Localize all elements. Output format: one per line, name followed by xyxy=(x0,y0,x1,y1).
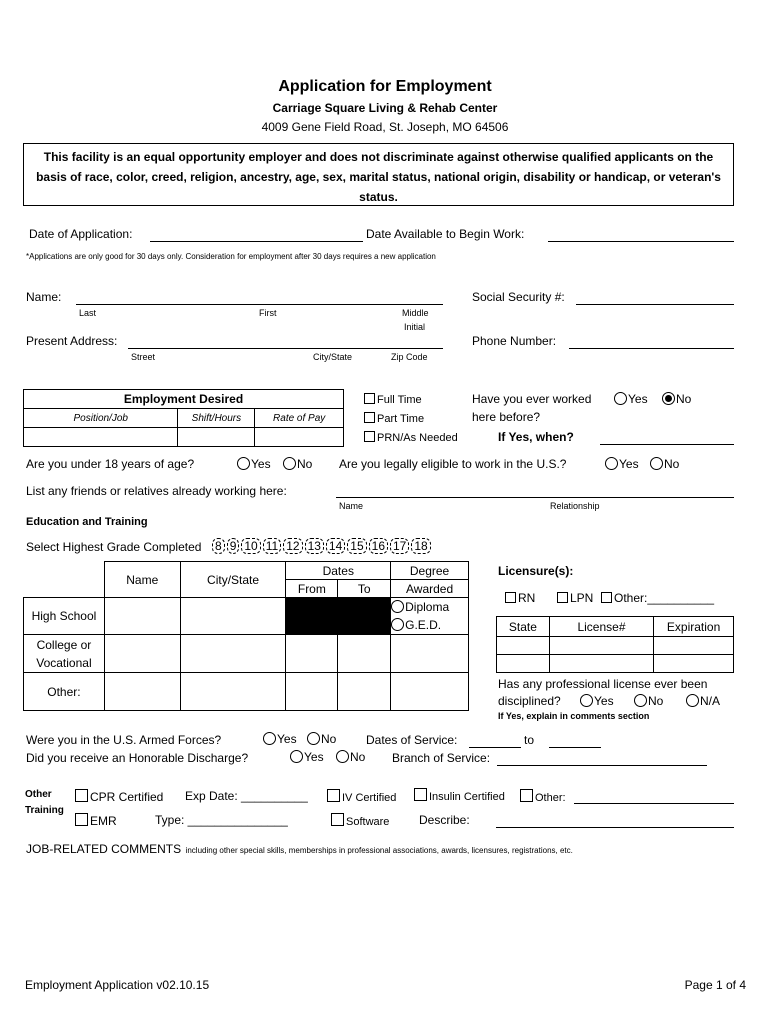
legal-yes[interactable] xyxy=(605,457,639,471)
date-available-label: Date Available to Begin Work: xyxy=(366,227,525,241)
no-label: No xyxy=(350,750,366,764)
friends-field[interactable] xyxy=(336,497,734,498)
explain-note: If Yes, explain in comments section xyxy=(498,711,650,721)
license-state-input[interactable] xyxy=(497,655,550,673)
ged-option[interactable] xyxy=(391,616,468,634)
position-input[interactable] xyxy=(24,428,178,447)
lpn-checkbox[interactable] xyxy=(557,592,568,603)
yes-label: Yes xyxy=(619,457,639,471)
license-number-input[interactable] xyxy=(549,655,653,673)
footer-page: Page 1 of 4 xyxy=(684,978,746,992)
worked-before-no[interactable] xyxy=(662,392,691,406)
radio-icon[interactable] xyxy=(634,694,647,707)
disciplined-yes[interactable] xyxy=(580,694,614,708)
city-state-caption: City/State xyxy=(313,352,353,362)
worked-before-q1: Have you ever worked xyxy=(472,392,592,406)
disciplined-q1: Has any professional license ever been xyxy=(498,677,708,691)
grade-option[interactable]: 13 xyxy=(305,538,324,554)
rn-checkbox[interactable] xyxy=(505,592,516,603)
footer-version: Employment Application v02.10.15 xyxy=(25,978,210,992)
license-exp-input[interactable] xyxy=(654,655,734,673)
under-18-yes[interactable] xyxy=(237,457,271,471)
education-table xyxy=(23,561,469,711)
college-to-input[interactable] xyxy=(338,635,391,673)
college-from-input[interactable] xyxy=(286,635,338,673)
radio-icon[interactable] xyxy=(614,392,627,405)
honorable-yes[interactable] xyxy=(290,750,324,764)
exp-date-field[interactable]: Exp Date: __________ xyxy=(185,789,308,803)
other-training-option[interactable] xyxy=(520,789,566,804)
cpr-checkbox[interactable] xyxy=(75,789,88,802)
full-time-option[interactable] xyxy=(364,393,422,406)
license-exp-input[interactable] xyxy=(654,637,734,655)
other-to-input[interactable] xyxy=(338,673,391,711)
col-awarded: Awarded xyxy=(391,580,469,598)
service-from-field[interactable] xyxy=(469,747,521,748)
if-yes-when-label: If Yes, when? xyxy=(498,430,574,444)
worked-before-yes[interactable] xyxy=(614,392,648,406)
diploma-label: Diploma xyxy=(405,600,450,614)
friends-label: List any friends or relatives already working here: xyxy=(26,484,287,498)
col-from: From xyxy=(286,580,338,598)
grade-option[interactable]: 17 xyxy=(390,538,409,554)
cpr-label: CPR Certified xyxy=(90,790,164,804)
type-field[interactable]: Type: _______________ xyxy=(155,813,288,827)
diploma-option[interactable] xyxy=(391,598,468,616)
eeo-statement: This facility is an equal opportunity employer and does not discriminate against otherwise qualified applicants on the basis of race, color, creed, religion, ancestry, age, sex, marital status, national origin, disability or handicap, or veteran's status. xyxy=(36,150,721,204)
shift-input[interactable] xyxy=(178,428,255,447)
ged-label: G.E.D. xyxy=(405,618,442,632)
no-label: No xyxy=(676,392,692,406)
col-expiration: Expiration xyxy=(654,617,734,637)
part-time-checkbox[interactable] xyxy=(364,412,375,423)
grade-option[interactable]: 11 xyxy=(263,538,281,554)
grade-option[interactable]: 18 xyxy=(411,538,430,554)
service-to-field[interactable] xyxy=(549,747,601,748)
grade-option[interactable]: 12 xyxy=(283,538,302,554)
grade-option[interactable]: 10 xyxy=(241,538,260,554)
col-rate: Rate of Pay xyxy=(255,409,344,428)
radio-icon[interactable] xyxy=(391,618,404,631)
radio-icon[interactable] xyxy=(391,600,404,613)
hs-from-blocked xyxy=(286,598,338,635)
rn-label: RN xyxy=(518,591,536,605)
college-city-input[interactable] xyxy=(180,635,286,673)
no-label: No xyxy=(321,732,337,746)
rn-option[interactable] xyxy=(505,591,535,605)
grade-selector[interactable] xyxy=(211,538,432,554)
col-to: To xyxy=(338,580,391,598)
radio-icon[interactable] xyxy=(686,694,699,707)
prn-label: PRN/As Needed xyxy=(377,432,458,444)
middle-caption: Middle xyxy=(402,308,429,318)
ssn-label: Social Security #: xyxy=(472,290,565,304)
under-18-no[interactable] xyxy=(283,457,312,471)
software-checkbox[interactable] xyxy=(331,813,344,826)
col-position: Position/Job xyxy=(24,409,178,428)
employment-desired-title: Employment Desired xyxy=(24,390,344,409)
comments-note: including other special skills, memberships in professional associations, awards, licensures, registrations, etc. xyxy=(185,846,573,855)
zip-caption: Zip Code xyxy=(391,352,428,362)
radio-icon[interactable] xyxy=(263,732,276,745)
grade-option[interactable]: 15 xyxy=(347,538,366,554)
yes-label: Yes xyxy=(251,457,271,471)
software-option[interactable] xyxy=(331,813,389,828)
under-18-question: Are you under 18 years of age? xyxy=(26,457,195,471)
address-field[interactable] xyxy=(128,348,443,349)
initial-caption: Initial xyxy=(404,322,426,332)
college-label-1: College or xyxy=(36,637,92,652)
legal-question: Are you legally eligible to work in the U.S.? xyxy=(339,457,567,471)
radio-icon[interactable] xyxy=(237,457,250,470)
dates-of-service-label: Dates of Service: xyxy=(366,733,458,747)
other-training-checkbox[interactable] xyxy=(520,789,533,802)
comments-header xyxy=(26,840,573,858)
radio-icon[interactable] xyxy=(650,457,663,470)
ssn-field[interactable] xyxy=(576,304,734,305)
no-label: No xyxy=(664,457,680,471)
col-city-state: City/State xyxy=(180,562,286,598)
radio-icon[interactable] xyxy=(580,694,593,707)
first-caption: First xyxy=(259,308,277,318)
college-degree-input[interactable] xyxy=(391,635,469,673)
emr-checkbox[interactable] xyxy=(75,813,88,826)
insulin-option[interactable] xyxy=(414,788,505,803)
row-other: Other: xyxy=(24,673,105,711)
hs-to-blocked xyxy=(338,598,391,635)
iv-label: IV Certified xyxy=(342,792,397,804)
grade-option[interactable]: 8 xyxy=(212,538,225,554)
radio-icon[interactable] xyxy=(283,457,296,470)
other-license-label: Other:__________ xyxy=(614,591,715,605)
yes-label: Yes xyxy=(277,732,297,746)
other-degree-input[interactable] xyxy=(391,673,469,711)
address-label: Present Address: xyxy=(26,334,118,348)
grade-option[interactable]: 14 xyxy=(326,538,345,554)
facility-address: 4009 Gene Field Road, St. Joseph, MO 64506 xyxy=(261,120,509,134)
grade-option[interactable]: 16 xyxy=(369,538,388,554)
yes-label: Yes xyxy=(304,750,324,764)
grade-option[interactable]: 9 xyxy=(227,538,240,554)
name-field[interactable] xyxy=(76,304,443,305)
describe-label: Describe: xyxy=(419,813,470,827)
select-grade-label: Select Highest Grade Completed xyxy=(26,540,202,554)
relationship-caption: Relationship xyxy=(550,501,600,511)
no-label: No xyxy=(648,694,664,708)
branch-field[interactable] xyxy=(497,765,707,766)
hs-name-input[interactable] xyxy=(104,598,180,635)
application-note: *Applications are only good for 30 days only. Consideration for employment after 30 days requires a new application xyxy=(26,252,436,261)
rate-input[interactable] xyxy=(255,428,344,447)
no-label: No xyxy=(297,457,313,471)
emr-label: EMR xyxy=(90,814,117,828)
yes-label: Yes xyxy=(594,694,614,708)
describe-field[interactable] xyxy=(496,827,734,828)
col-school-name: Name xyxy=(104,562,180,598)
col-license: License# xyxy=(549,617,653,637)
software-label: Software xyxy=(346,816,390,828)
radio-icon[interactable] xyxy=(605,457,618,470)
disciplined-no[interactable] xyxy=(634,694,663,708)
licensure-title: Licensure(s): xyxy=(498,564,574,578)
other-training-label: Other: xyxy=(535,792,566,804)
other-license-checkbox[interactable] xyxy=(601,592,612,603)
col-degree: Degree xyxy=(391,562,469,580)
street-caption: Street xyxy=(131,352,156,362)
prn-checkbox[interactable] xyxy=(364,431,375,442)
other-license-option[interactable] xyxy=(601,591,714,605)
date-of-application-label: Date of Application: xyxy=(29,227,133,241)
college-name-input[interactable] xyxy=(104,635,180,673)
insulin-checkbox[interactable] xyxy=(414,788,427,801)
iv-option[interactable] xyxy=(327,789,396,804)
honorable-question: Did you receive an Honorable Discharge? xyxy=(26,751,249,765)
phone-label: Phone Number: xyxy=(472,334,557,348)
part-time-label: Part Time xyxy=(377,413,425,425)
lpn-option[interactable] xyxy=(557,591,593,605)
date-available-field[interactable] xyxy=(548,241,734,242)
employment-desired-table xyxy=(23,389,344,447)
part-time-option[interactable] xyxy=(364,412,424,425)
date-of-application-field[interactable] xyxy=(150,241,363,242)
yes-label: Yes xyxy=(628,392,648,406)
other-city-input[interactable] xyxy=(180,673,286,711)
corner-cell xyxy=(24,562,105,598)
legal-no[interactable] xyxy=(650,457,679,471)
other-training-label-1: Other xyxy=(25,789,52,800)
lpn-label: LPN xyxy=(570,591,594,605)
radio-icon[interactable] xyxy=(290,750,303,763)
name-label: Name: xyxy=(26,290,62,304)
name-caption: Name xyxy=(339,501,364,511)
page-title: Application for Employment xyxy=(278,78,492,95)
license-state-input[interactable] xyxy=(497,637,550,655)
iv-checkbox[interactable] xyxy=(327,789,340,802)
full-time-label: Full Time xyxy=(377,394,422,406)
col-dates: Dates xyxy=(286,562,391,580)
armed-no[interactable] xyxy=(307,732,336,746)
disciplined-na[interactable] xyxy=(686,694,720,708)
radio-icon[interactable] xyxy=(307,732,320,745)
emr-option[interactable] xyxy=(75,813,117,828)
eeo-box xyxy=(23,143,734,206)
other-training-label-2: Training xyxy=(25,805,64,816)
armed-forces-question: Were you in the U.S. Armed Forces? xyxy=(26,733,222,747)
education-heading: Education and Training xyxy=(26,516,148,528)
prn-option[interactable] xyxy=(364,431,458,444)
service-to-label: to xyxy=(524,733,535,747)
license-table xyxy=(496,616,734,673)
full-time-checkbox[interactable] xyxy=(364,393,375,404)
last-caption: Last xyxy=(79,308,97,318)
radio-icon[interactable] xyxy=(336,750,349,763)
na-label: N/A xyxy=(700,694,721,708)
cpr-option[interactable] xyxy=(75,789,163,804)
col-state: State xyxy=(497,617,550,637)
if-yes-when-field[interactable] xyxy=(600,444,734,445)
facility-name: Carriage Square Living & Rehab Center xyxy=(272,101,498,115)
row-college xyxy=(24,635,105,673)
worked-before-q2: here before? xyxy=(472,410,541,424)
radio-selected-icon[interactable] xyxy=(662,392,675,405)
phone-field[interactable] xyxy=(569,348,734,349)
comments-label: JOB-RELATED COMMENTS xyxy=(26,842,182,856)
branch-label: Branch of Service: xyxy=(392,751,491,765)
row-high-school: High School xyxy=(24,598,105,635)
other-name-input[interactable] xyxy=(104,673,180,711)
license-number-input[interactable] xyxy=(549,637,653,655)
college-label-2: Vocational xyxy=(36,655,92,670)
disciplined-q2: disciplined? xyxy=(498,694,561,708)
hs-city-input[interactable] xyxy=(180,598,286,635)
honorable-no[interactable] xyxy=(336,750,365,764)
other-training-field[interactable] xyxy=(574,803,734,804)
other-from-input[interactable] xyxy=(286,673,338,711)
col-shift: Shift/Hours xyxy=(178,409,255,428)
hs-degree-cell xyxy=(391,598,469,635)
insulin-label: Insulin Certified xyxy=(429,791,505,803)
armed-yes[interactable] xyxy=(263,732,297,746)
